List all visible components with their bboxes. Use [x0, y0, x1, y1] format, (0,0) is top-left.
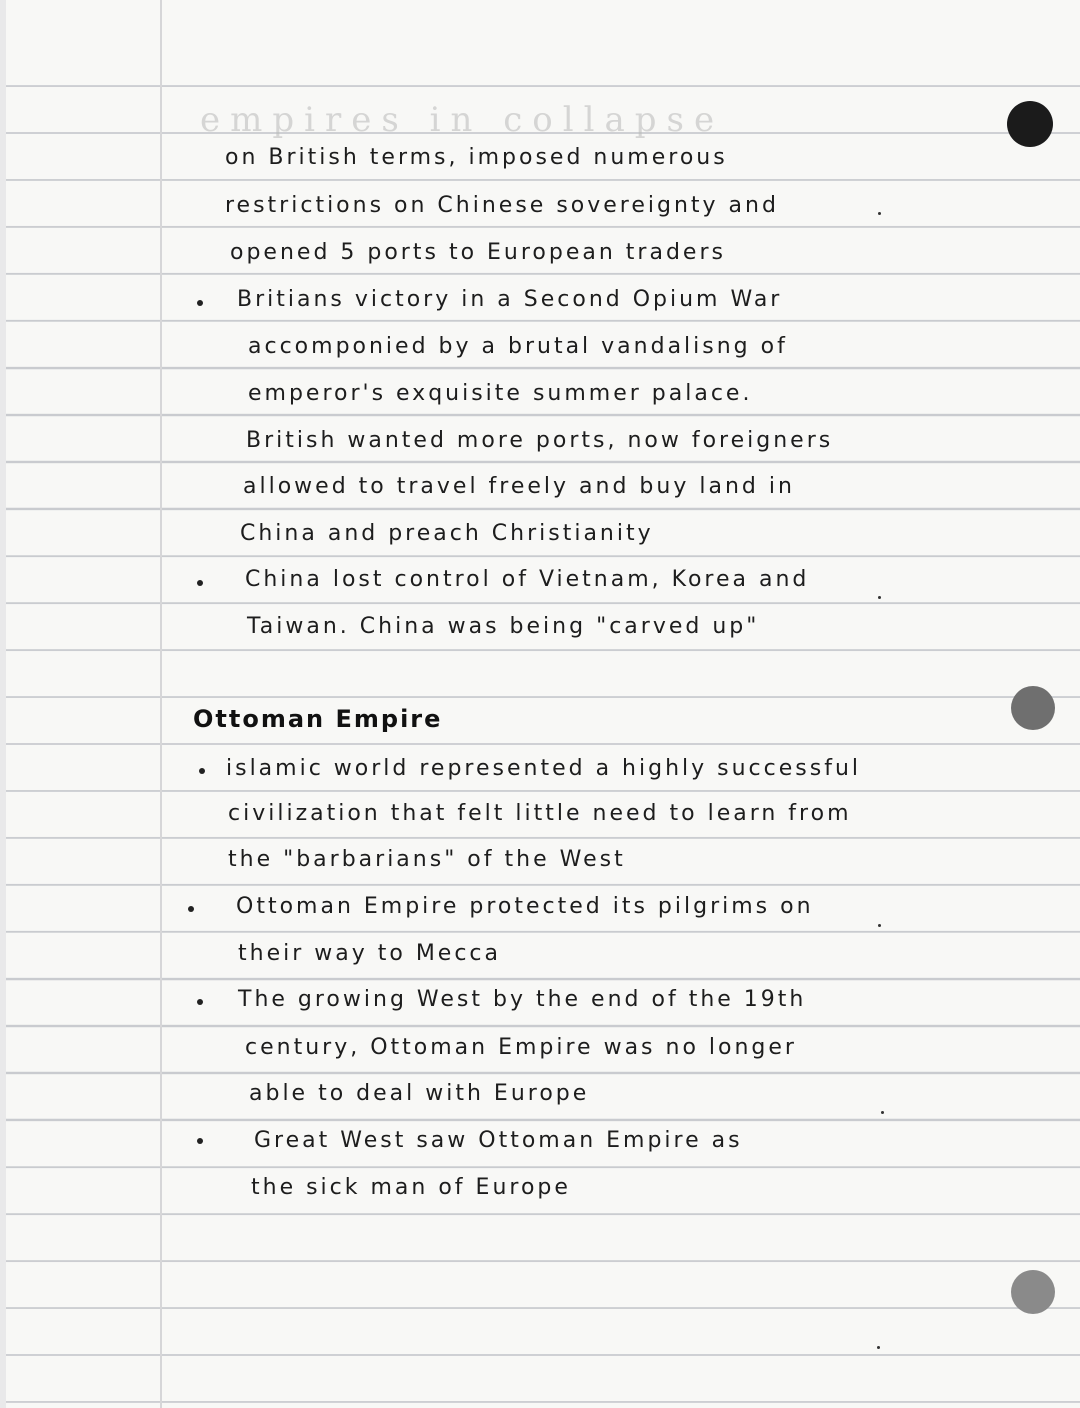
note-line: Britians victory in a Second Opium War	[237, 287, 783, 312]
punch-hole-top	[1007, 101, 1053, 147]
ink-speck	[877, 1346, 880, 1349]
margin-line	[160, 0, 162, 1408]
punch-hole-middle	[1011, 686, 1055, 730]
note-line: China lost control of Vietnam, Korea and	[245, 567, 810, 592]
note-line: islamic world represented a highly successful	[226, 756, 862, 781]
note-line: Ottoman Empire protected its pilgrims on	[236, 894, 814, 919]
ink-speck	[878, 212, 881, 215]
faded-heading: empires in collapse	[200, 100, 725, 140]
bullet-point	[199, 768, 205, 774]
bullet-point	[197, 999, 203, 1005]
punch-hole-bottom	[1011, 1270, 1055, 1314]
page-edge	[0, 0, 6, 1408]
note-line: the sick man of Europe	[251, 1175, 571, 1200]
note-line: able to deal with Europe	[249, 1081, 590, 1106]
note-line: their way to Mecca	[238, 941, 502, 966]
note-line: Great West saw Ottoman Empire as	[254, 1128, 743, 1153]
note-line: the "barbarians" of the West	[228, 847, 626, 872]
note-line: century, Ottoman Empire was no longer	[245, 1035, 797, 1060]
note-line: opened 5 ports to European traders	[230, 240, 726, 265]
section-heading: Ottoman Empire	[193, 705, 443, 733]
ink-speck	[881, 1111, 884, 1114]
note-line: British wanted more ports, now foreigners	[246, 428, 834, 453]
note-line: allowed to travel freely and buy land in	[243, 474, 795, 499]
ink-speck	[878, 924, 881, 927]
note-line: restrictions on Chinese sovereignty and	[225, 193, 779, 218]
note-line: Taiwan. China was being "carved up"	[247, 614, 760, 639]
note-line: China and preach Christianity	[240, 521, 654, 546]
bullet-point	[197, 1138, 203, 1144]
note-line: on British terms, imposed numerous	[225, 145, 728, 170]
note-line: accomponied by a brutal vandalisng of	[248, 334, 788, 359]
note-line: The growing West by the end of the 19th	[238, 987, 807, 1012]
note-line: emperor's exquisite summer palace.	[248, 381, 753, 406]
bullet-point	[197, 580, 203, 586]
ink-speck	[878, 596, 881, 599]
bullet-point	[197, 300, 203, 306]
note-line: civilization that felt little need to learn from	[228, 801, 852, 826]
bullet-point	[188, 906, 194, 912]
